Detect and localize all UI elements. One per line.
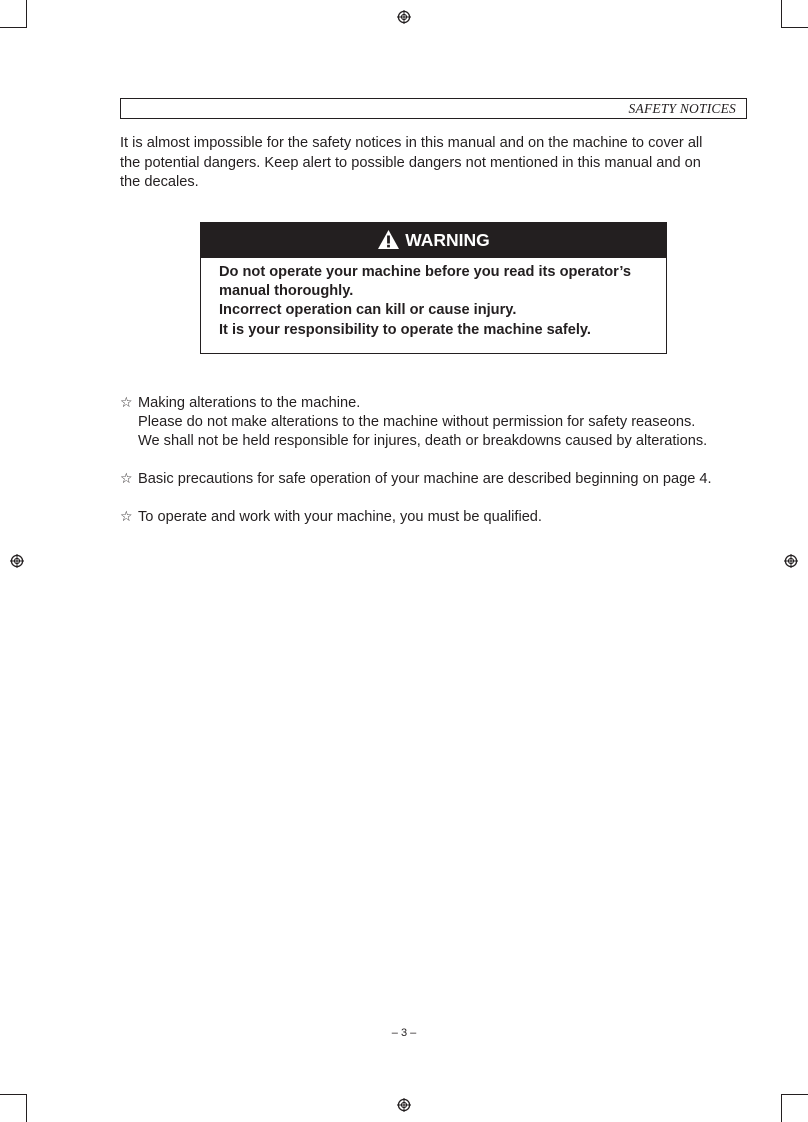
note-line: To operate and work with your machine, you must be qualified.: [138, 509, 542, 525]
warning-line: Incorrect operation can kill or cause injury.: [219, 302, 517, 319]
warning-line: Do not operate your machine before you read its operator’s: [219, 264, 631, 280]
intro-line: the potential dangers. Keep alert to possible dangers not mentioned in this manual and on: [120, 154, 701, 171]
note-line: We shall not be held responsible for injures, death or breakdowns caused by alterations.: [138, 433, 708, 449]
registration-mark-icon: [397, 10, 411, 24]
crop-mark-top-right-v: [781, 0, 782, 28]
warning-header: [201, 223, 666, 258]
note-line: Making alterations to the machine.: [138, 395, 361, 411]
crop-mark-bottom-right-v: [781, 1094, 782, 1122]
crop-mark-top-right-h: [781, 27, 808, 28]
registration-mark-icon: [784, 554, 798, 568]
warning-line: manual thoroughly.: [219, 283, 354, 300]
note-line: Basic precautions for safe operation of your machine are described beginning on page 4.: [138, 471, 712, 487]
registration-mark-icon: [397, 1098, 411, 1112]
warning-triangle-icon: [377, 229, 400, 250]
star-bullet-icon: ☆: [120, 471, 133, 487]
note-line: Please do not make alterations to the machine without permission for safety reaseons.: [138, 414, 696, 430]
star-bullet-icon: ☆: [120, 509, 133, 525]
intro-line: the decales.: [120, 174, 199, 190]
crop-mark-bottom-left-v: [26, 1094, 27, 1122]
warning-text: [201, 258, 666, 340]
registration-mark-icon: [10, 554, 24, 568]
note-item: [120, 470, 760, 489]
page-number: – 3 –: [391, 1027, 417, 1039]
section-title: SAFETY NOTICES: [628, 101, 736, 116]
warning-line: It is your responsibility to operate the machine safely.: [219, 321, 591, 338]
crop-mark-top-left-v: [26, 0, 27, 28]
crop-mark-bottom-right-h: [781, 1094, 808, 1095]
star-bullet-icon: ☆: [120, 395, 133, 411]
intro-line: It is almost impossible for the safety notices in this manual and on the machine to cover all: [120, 135, 703, 151]
warning-box: [200, 222, 667, 354]
note-item: [120, 508, 760, 527]
intro-paragraph: [120, 134, 750, 193]
warning-title: WARNING: [405, 230, 490, 250]
crop-mark-top-left-h: [0, 27, 27, 28]
note-item: [120, 394, 760, 451]
section-header-box: [120, 98, 747, 119]
crop-mark-bottom-left-h: [0, 1094, 27, 1095]
